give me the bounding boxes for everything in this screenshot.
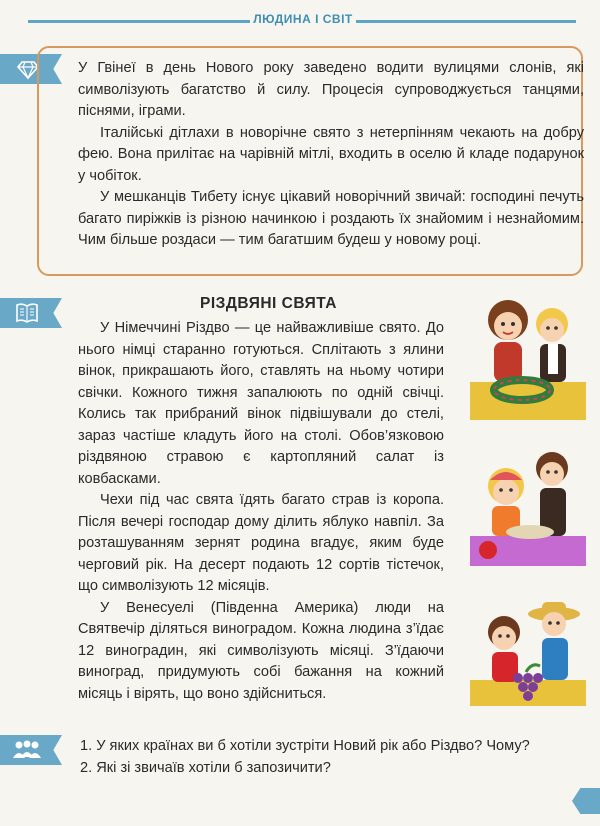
illustration-grapes xyxy=(470,592,586,716)
section-title: РІЗДВЯНІ СВЯТА xyxy=(200,295,337,312)
question-item: 2. Які зі звичаїв хотіли б запозичити? xyxy=(80,760,331,776)
section-paragraph: Чехи під час свята їдять багато страв із коропа. Після вечері господар дому ділить яблуко навпіл. За розташуванням зернят родина вгадує, яким буде черговий рік. На десерт подають 12 сортів тістечок, що символізують 12 місяців. xyxy=(78,492,444,594)
section-text xyxy=(78,318,444,705)
section-paragraph: У Венесуелі (Південна Америка) люди на Святвечір діляться виноградом. Кожна людина з’їдає 12 виноградин, які символізують місяці. З’їдаючи виноград, придумують собі бажання на кожний місяць і вірять, що воно здійсниться. xyxy=(78,599,444,702)
running-header: ЛЮДИНА І СВІТ xyxy=(253,12,353,26)
box-paragraph: У мешканців Тибету існує цікавий новорічний звичай: господині печуть багато пиріжків із різною начинкою і роздають їх знайомим і незнайомим. Чим більше роздаси — тим багатшим будеш у новому році. xyxy=(78,189,584,248)
header-rule-left xyxy=(28,20,250,23)
question-item: 1. У яких країнах ви б хотіли зустріти Новий рік або Різдво? Чому? xyxy=(80,738,530,754)
people-icon xyxy=(12,738,42,762)
book-icon xyxy=(14,301,40,325)
info-box-text xyxy=(78,58,584,252)
page-corner-tab xyxy=(572,788,600,814)
box-paragraph: У Гвінеї в день Нового року заведено водити вулицями слонів, які символізують багатство й силу. Процесія супроводжується танцями, піснями, іграми. xyxy=(78,60,584,119)
box-paragraph: Італійські дітлахи в новорічне свято з нетерпінням чекають на добру фею. Вона прилітає на чарівній мітлі, входить в оселю й кладе подарунок у чобіток. xyxy=(78,124,584,184)
section-paragraph: У Німеччині Різдво — це найважливіше свято. До нього німці старанно готуються. Сплітають з ялини вінок, прикрашають його, ставлять на ньому чотири свічки. Кожного тижня запалюють по одній свічці. Колись так прибраний вінок підвішували до стелі, зараз частіше кладуть його на столі. Обов’язковою різдвяною стравою є картопляний салат із ковбасками. xyxy=(78,320,444,487)
illustration-fish-dinner xyxy=(470,440,586,570)
header-rule-right xyxy=(356,20,576,23)
illustration-wreath xyxy=(470,290,586,420)
questions-list xyxy=(80,735,530,779)
